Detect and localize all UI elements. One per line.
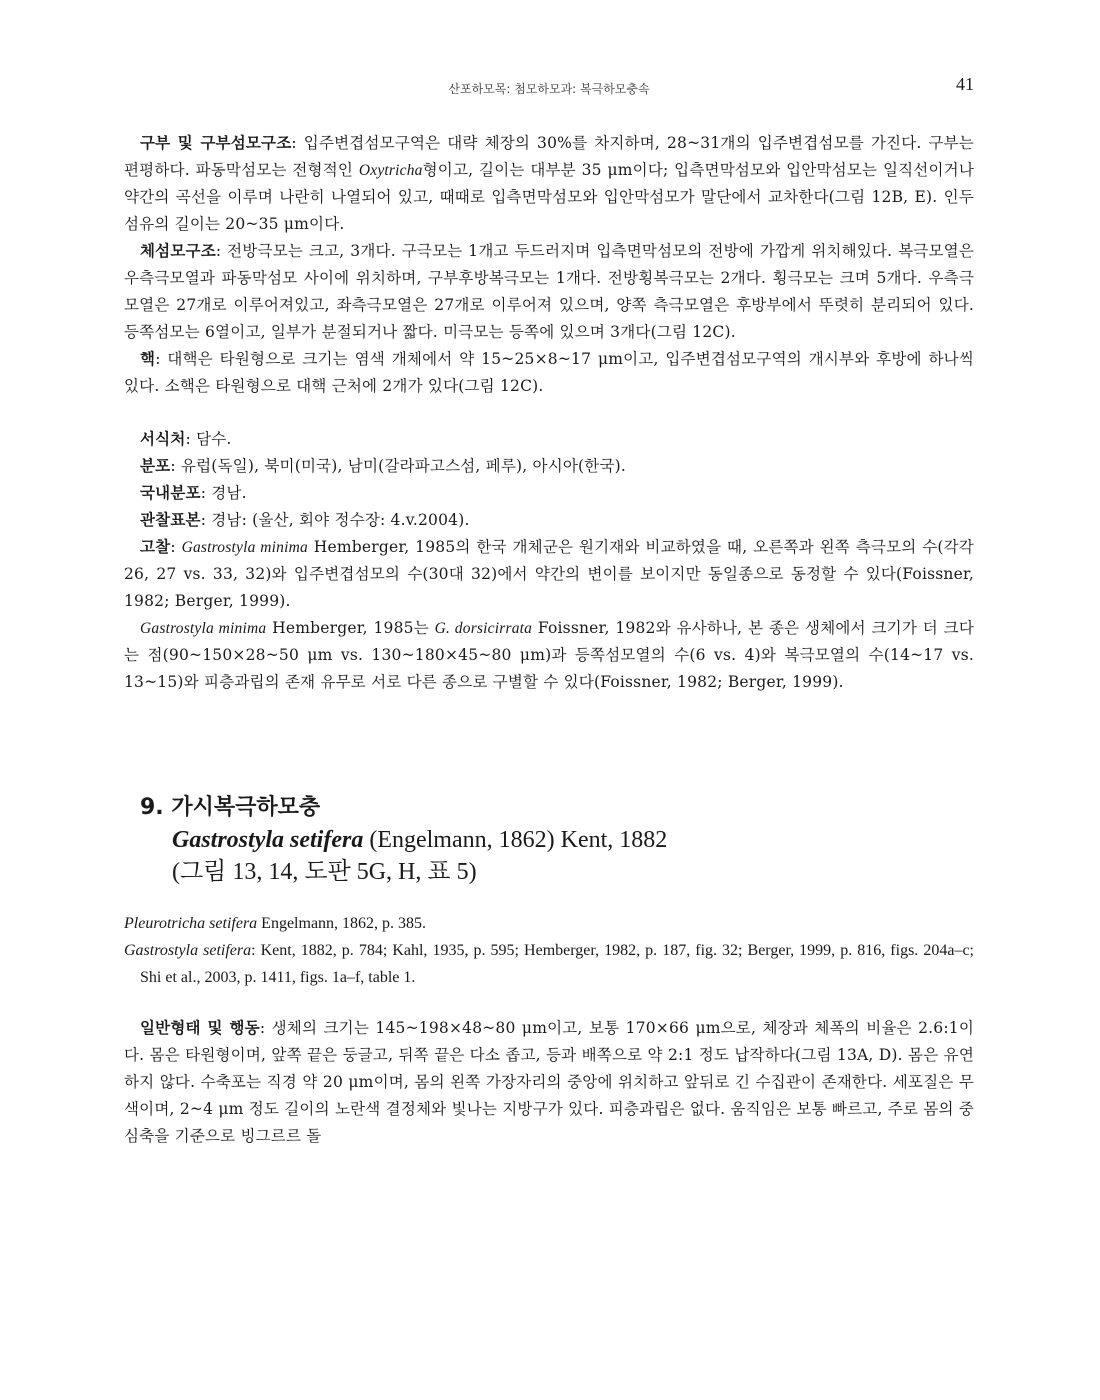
page-number: 41 xyxy=(956,74,974,94)
paragraph-label: 분포 xyxy=(140,457,171,475)
species-number-title: 9. 가시복극하모충 xyxy=(140,795,321,820)
paragraph-label: 핵 xyxy=(140,350,156,368)
paragraph-label: 국내분포 xyxy=(140,484,201,502)
paragraph-somatic-ciliature: 체섬모구조: 전방극모는 크고, 3개다. 구극모는 1개고 두드러지며 입측면막섬모의 전방에 가깝게 위치해있다. 복극모열은 우측극모열과 파동막섬모 사이에 위치하며, 구부후방복극모는 1개다. 전방횡복극모는 2개다. 횡극모는 크며 5개다. 우측극모열은 27개로 이루어져있고, 좌측극모열은 27개로 이루어져 있으며, 양쪽 측극모열은 후방부에서 뚜렷히 분리되어 있다. 등쪽섬모는 6열이고, 일부가 분절되거나 짧다. 미극모는 등쪽에 있으며 3개다(그림 12C). xyxy=(124,242,974,341)
paragraph-habitat: 서식처: 담수. xyxy=(140,430,232,448)
paragraph-specimen: 관찰표본: 경남: (울산, 회야 정수장: 4.v.2004). xyxy=(140,511,470,529)
paragraph-label: 고찰 xyxy=(140,538,171,556)
synonym-entry: Pleurotricha setifera Engelmann, 1862, p. 385. xyxy=(124,915,427,932)
paragraph-oral-ciliature: 구부 및 구부섬모구조: 입주변겹섬모구역은 대략 체장의 30%를 차지하며, 28~31개의 입주변겹섬모를 가진다. 구부는 편평하다. 파동막섬모는 전형적인 Oxytricha형이고, 길이는 대부분 35 μm이다; 입측면막섬모와 입안막섬모는 일직선이거나 약간의 곡선을 이루며 나란히 나열되어 있고, 때때로 입측면막섬모와 입안막섬모가 말단에서 교차한다(그림 12B, E). 인두섬유의 길이는 20~35 μm이다. xyxy=(124,134,974,233)
paragraph-label: 체섬모구조 xyxy=(140,242,216,260)
paragraph-label: 구부 및 구부섬모구조 xyxy=(140,134,292,152)
species-heading xyxy=(140,792,974,888)
paragraph-label: 일반형태 및 행동 xyxy=(140,1019,260,1037)
paragraph-remarks: 고찰: Gastrostyla minima Hemberger, 1985의 한국 개체군은 원기재와 비교하였을 때, 오른쪽과 왼쪽 측극모의 수(각각 26, 27 vs. 33, 32)와 입주변겹섬모의 수(30대 32)에서 약간의 변이를 보이지만 동일종으로 동정할 수 있다(Foissner, 1982; Berger, 1999). xyxy=(124,538,974,610)
running-title: 산포하모목: 첨모하모과: 복극하모충속 xyxy=(448,82,650,96)
page-header xyxy=(124,74,974,98)
species-figure-refs: (그림 13, 14, 도판 5G, H, 표 5) xyxy=(172,859,477,885)
synonym-entry: Gastrostyla setifera: Kent, 1882, p. 784; Kahl, 1935, p. 595; Hemberger, 1982, p. 187, fig. 32; Berger, 1999, p. 816, figs. 204a–c; Shi et al., 2003, p. 1411, figs. 1a–f, table 1. xyxy=(124,942,974,986)
page-body xyxy=(124,130,974,1150)
paragraph-distribution: 분포: 유럽(독일), 북미(미국), 남미(갈라파고스섬, 페루), 아시아(한국). xyxy=(140,457,627,475)
paragraph-nucleus: 핵: 대핵은 타원형으로 크기는 염색 개체에서 약 15~25×8~17 μm이고, 입주변겹섬모구역의 개시부와 후방에 하나씩 있다. 소핵은 타원형으로 대핵 근처에 2개가 있다(그림 12C). xyxy=(124,350,974,395)
paragraph-label: 서식처 xyxy=(140,430,186,448)
paragraph-label: 관찰표본 xyxy=(140,511,201,529)
paragraph-remarks-comparison: Gastrostyla minima Hemberger, 1985는 G. dorsicirrata Foissner, 1982와 유사하나, 본 종은 생체에서 크기가 더 크다는 점(90~150×28~50 μm vs. 130~180×45~80 μm)과 등쪽섬모열의 수(6 vs. 4)와 복극모열의 수(14~17 vs. 13~15)와 피층과립의 존재 유무로 서로 다른 종으로 구별할 수 있다(Foissner, 1982; Berger, 1999). xyxy=(124,619,975,691)
species-scientific-name: Gastrostyla setifera (Engelmann, 1862) Kent, 1882 xyxy=(172,827,668,853)
paragraph-general-morphology: 일반형태 및 행동: 생체의 크기는 145~198×48~80 μm이고, 보통 170×66 μm으로, 체장과 체폭의 비율은 2.6:1이다. 몸은 타원형이며, 앞쪽 끝은 둥글고, 뒤쪽 끝은 다소 좁고, 등과 배쪽으로 약 2:1 정도 납작하다(그림 13A, D). 몸은 유연하지 않다. 수축포는 직경 약 20 μm이며, 몸의 왼쪽 가장자리의 중앙에 위치하고 앞뒤로 긴 수집관이 존재한다. 세포질은 무색이며, 2~4 μm 정도 길이의 노란색 결정체와 빛나는 지방구가 있다. 피층과립은 없다. 움직임은 보통 빠르고, 주로 몸의 중심축을 기준으로 빙그르르 돌 xyxy=(124,1019,974,1145)
paragraph-domestic-distribution: 국내분포: 경남. xyxy=(140,484,247,502)
